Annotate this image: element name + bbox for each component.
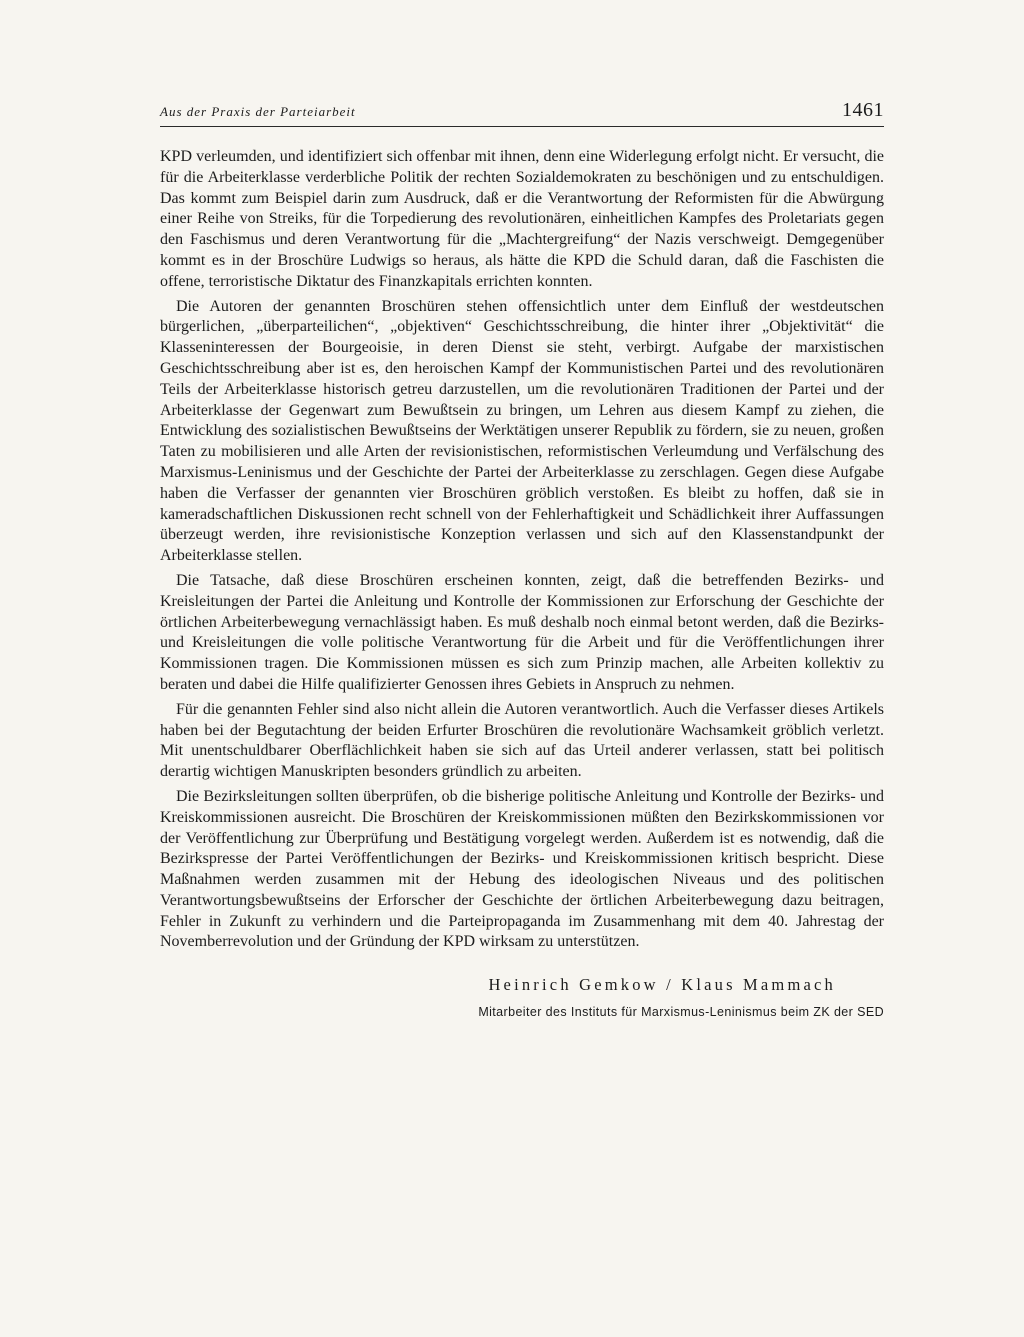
running-title: Aus der Praxis der Parteiarbeit [160, 104, 356, 119]
paragraph-2: Die Autoren der genannten Broschüren stehen offensichtlich unter dem Einfluß der westdeutschen bürgerlichen, „überparteilichen“, „objektiven“ Geschichtsschreibung, die hinter ihrer „Objektivität“ die Klasseninteressen der Bourgeoisie, in deren Dienst sie steht, verbirgt. Aufgabe der marxistischen Geschichtsschreibung aber ist es, den heroischen Kampf der Kommunistischen Partei und des revolutionären Teils der Arbeiterklasse historisch getreu darzustellen, um die revolutionären Traditionen der Partei und der Arbeiterklasse der Gegenwart zum Bewußtsein zu bringen, um Lehren aus diesem Kampf zu ziehen, die Entwicklung des sozialistischen Bewußtseins der Werktätigen unserer Republik zu fördern, sie zu neuen, großen Taten zu mobilisieren und alle Arten der revisionistischen, reformistischen Verleumdung und Verfälschung des Marxismus-Leninismus und der Geschichte der Partei der Arbeiterklasse zu zerschlagen. Gegen diese Aufgabe haben die Verfasser der genannten vier Broschüren gröblich verstoßen. Es bleibt zu hoffen, daß sie in kameradschaftlichen Diskussionen recht schnell von der Fehlerhaftigkeit und Schädlichkeit ihrer Auffassungen überzeugt werden, ihre revisionistische Konzeption verlassen und sich auf den Klassenstandpunkt der Arbeiterklasse stellen. [160, 297, 884, 565]
running-header [160, 86, 884, 127]
paragraph-5: Die Bezirksleitungen sollten überprüfen, ob die bisherige politische Anleitung und Kontrolle der Bezirks- und Kreiskommissionen ausreicht. Die Broschüren der Kreiskommissionen müßten den Bezirkskommissionen vor der Veröffentlichung zur Überprüfung und Bestätigung vorgelegt werden. Außerdem ist es notwendig, daß die Bezirkspresse der Partei Veröffentlichungen der Bezirks- und Kreiskommissionen kritisch bespricht. Diese Maßnahmen werden zusammen mit der Hebung des ideologischen Niveaus und des politischen Verantwortungsbewußtseins der Erforscher der Geschichte der örtlichen Arbeiterbewegung dazu beitragen, Fehler in Zukunft zu verhindern und die Parteipropaganda im Zusammenhang mit dem 40. Jahrestag der Novemberrevolution und der Gründung der KPD wirksam zu unterstützen. [160, 787, 884, 951]
article-body [160, 147, 884, 953]
paragraph-1: KPD verleumden, und identifiziert sich offenbar mit ihnen, denn eine Widerlegung erfolgt nicht. Er versucht, die für die Arbeiterklasse verderbliche Politik der rechten Sozialdemokraten zu beschönigen und zu entschuldigen. Das kommt zum Beispiel darin zum Ausdruck, daß er die Verantwortung der Reformisten für die Abwürgung einer Reihe von Streiks, für die Torpedierung des revolutionären, einheitlichen Kampfes des Proletariats gegen den Faschismus und deren Verantwortung für die „Machtergreifung“ der Nazis verschweigt. Demgegenüber kommt es in der Broschüre Ludwigs so heraus, als hätte die KPD die Schuld daran, daß die Faschisten die offene, terroristische Diktatur des Finanzkapitals errichten konnten. [160, 148, 884, 290]
document-page [160, 86, 884, 1266]
author-signature: Heinrich Gemkow / Klaus Mammach [488, 975, 836, 995]
author-affiliation: Mitarbeiter des Instituts für Marxismus-Leninismus beim ZK der SED [478, 1005, 884, 1020]
paragraph-3: Die Tatsache, daß diese Broschüren erscheinen konnten, zeigt, daß die betreffenden Bezirks- und Kreisleitungen der Partei die Anleitung und Kontrolle der Kommissionen zur Erforschung der Geschichte der örtlichen Arbeiterbewegung vernachlässigt haben. Es muß deshalb noch einmal betont werden, daß die Bezirks- und Kreisleitungen die volle politische Verantwortung für die Arbeit und für die Veröffentlichungen ihrer Kommissionen tragen. Die Kommissionen müssen es sich zum Prinzip machen, alle Arbeiten kollektiv zu beraten und dabei die Hilfe qualifizierter Genossen ihres Gebiets in Anspruch zu nehmen. [160, 571, 884, 693]
paragraph-4: Für die genannten Fehler sind also nicht allein die Autoren verantwortlich. Auch die Verfasser dieses Artikels haben bei der Begutachtung der beiden Erfurter Broschüren die revolutionäre Wachsamkeit gröblich verletzt. Mit unentschuldbarer Oberflächlichkeit haben sie sich auf das Urteil anderer verlassen, statt bei politisch derartig wichtigen Manuskripten besonders gründlich zu arbeiten. [160, 700, 884, 781]
page-number: 1461 [842, 99, 884, 121]
